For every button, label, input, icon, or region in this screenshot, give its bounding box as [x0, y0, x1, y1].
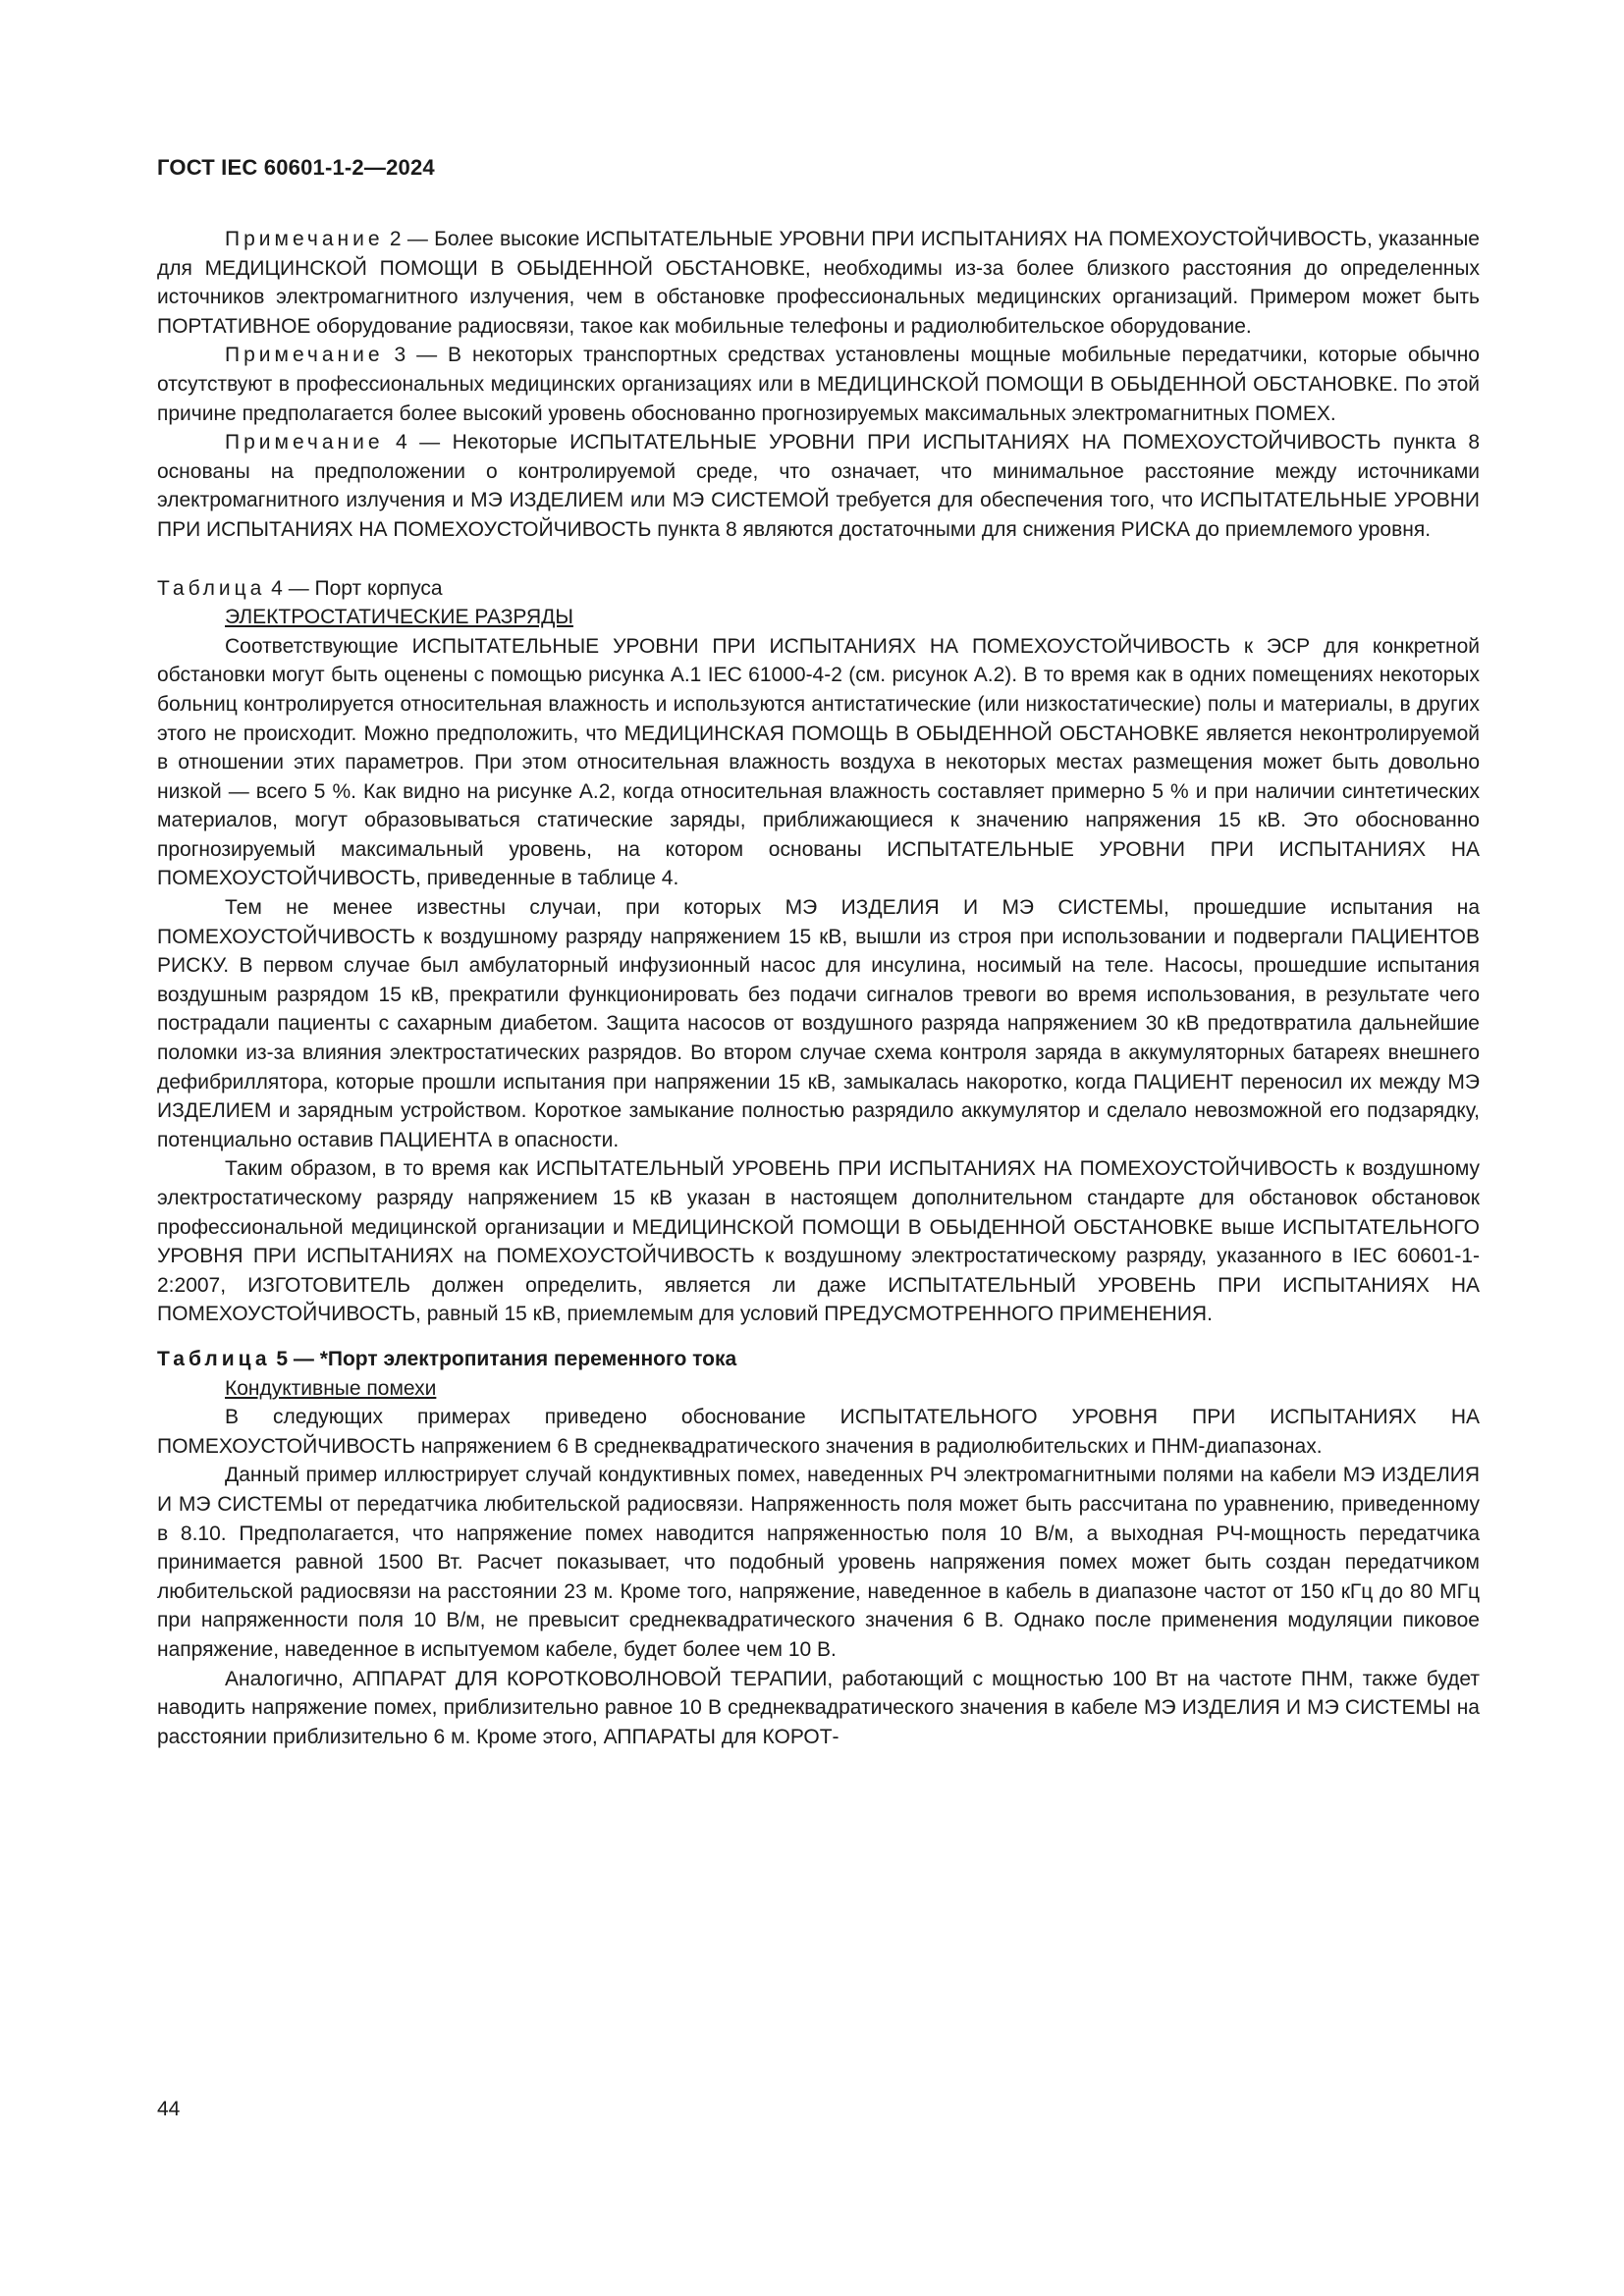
note-3 — [157, 341, 1480, 428]
note-2 — [157, 225, 1480, 341]
paragraph: Тем не менее известны случаи, при которых МЭ ИЗДЕЛИЯ И МЭ СИСТЕМЫ, прошедшие испытания на ПОМЕХОУСТОЙЧИВОСТЬ к воздушному разряду напряжением 15 кВ, вышли из строя при использовании и подвергали ПАЦИЕНТОВ РИСКУ. В первом случае был амбулаторный инфузионный насос для инсулина, носимый на теле. Насосы, прошедшие испытания воздушным разрядом 15 кВ, прекратили функционировать без подачи сигналов тревоги во время использования, в результате чего пострадали пациенты с сахарным диабетом. Защита насосов от воздушного разряда напряжением 30 кВ предотвратила дальнейшие поломки из-за влияния электростатических разрядов. Во втором случае схема контроля заряда в аккумуляторных батареях внешнего дефибриллятора, которые прошли испытания при напряжении 15 кВ, замыкалась накоротко, когда ПАЦИЕНТ переносил их между МЭ ИЗДЕЛИЕМ и зарядным устройством. Короткое замыкание полностью разрядило аккумулятор и сделало невозможной его подзарядку, потенциально оставив ПАЦИЕНТА в опасности. — [157, 896, 1480, 1151]
table-title-text: 5 — *Порт электропитания переменного тока — [270, 1347, 737, 1370]
note-text: 3 — В некоторых транспортных средствах установлены мощные мобильные передатчики, которые обычно отсутствуют в профессиональных медицинских организациях или в МЕДИЦИНСКОЙ ПОМОЩИ В ОБЫДЕННОЙ ОБСТАНОВКЕ. По этой причине предполагается более высокий уровень обоснованно прогнозируемых максимальных электромагнитных ПОМЕХ. — [157, 344, 1480, 425]
paragraph: В следующих примерах приведено обоснование ИСПЫТАТЕЛЬНОГО УРОВНЯ ПРИ ИСПЫТАНИЯХ НА ПОМЕХОУСТОЙЧИВОСТЬ напряжением 6 В среднеквадратического значения в радиолюбительских и ПНМ-диапазонах. — [157, 1406, 1480, 1458]
note-text: 4 — Некоторые ИСПЫТАТЕЛЬНЫЕ УРОВНИ ПРИ ИСПЫТАНИЯХ НА ПОМЕХОУСТОЙЧИВОСТЬ пункта 8 основаны на предположении о контролируемой среде, что означает, что минимальное расстояние между источниками электромагнитного излучения и МЭ ИЗДЕЛИЕМ или МЭ СИСТЕМОЙ требуется для обеспечения того, что ИСПЫТАТЕЛЬНЫЕ УРОВНИ ПРИ ИСПЫТАНИЯХ НА ПОМЕХОУСТОЙЧИВОСТЬ пункта 8 являются достаточными для снижения РИСКА до приемлемого уровня. — [157, 431, 1480, 541]
paragraph: Соответствующие ИСПЫТАТЕЛЬНЫЕ УРОВНИ ПРИ ИСПЫТАНИЯХ НА ПОМЕХОУСТОЙЧИВОСТЬ к ЭСР для конкретной обстановки могут быть оценены с помощью рисунка А.1 IEC 61000-4-2 (см. рисунок А.2). В то время как в одних помещениях некоторых больниц контролируется относительная влажность и используются антистатические (или низкостатические) полы и материалы, в других этого не происходит. Можно предположить, что МЕДИЦИНСКАЯ ПОМОЩЬ В ОБЫДЕННОЙ ОБСТАНОВКЕ является неконтролируемой в отношении этих параметров. При этом относительная влажность воздуха в некоторых местах размещения может быть довольно низкой — всего 5 %. Как видно на рисунке А.2, когда относительная влажность составляет примерно 5 % и при наличии синтетических материалов, могут образовываться статические заряды, приближающиеся к значению напряжения 15 кВ. Это обоснованно прогнозируемый максимальный уровень, на котором основаны ИСПЫТАТЕЛЬНЫЕ УРОВНИ ПРИ ИСПЫТАНИЯХ НА ПОМЕХОУСТОЙЧИВОСТЬ, приведенные в таблице 4. — [157, 634, 1480, 890]
table-4-title — [157, 574, 1480, 604]
table-title-text: 4 — Порт корпуса — [265, 576, 443, 600]
table-4-subheading — [157, 603, 1480, 632]
paragraph: Аналогично, АППАРАТ ДЛЯ КОРОТКОВОЛНОВОЙ ТЕРАПИИ, работающий с мощностью 100 Вт на частоте ПНМ, также будет наводить напряжение помех, приблизительно равное 10 В среднеквадратического значения в кабеле МЭ ИЗДЕЛИЯ И МЭ СИСТЕМЫ на расстоянии приблизительно 6 м. Кроме этого, АППАРАТЫ для КОРОТ- — [157, 1667, 1480, 1748]
table-5-title — [157, 1345, 1480, 1374]
note-4 — [157, 428, 1480, 544]
paragraph: Данный пример иллюстрирует случай кондуктивных помех, наведенных РЧ электромагнитными полями на кабели МЭ ИЗДЕЛИЯ И МЭ СИСТЕМЫ от передатчика любительской радиосвязи. Напряженность поля может быть рассчитана по уравнению, приведенному в 8.10. Предполагается, что напряжение помех наводится напряженностью поля 10 В/м, а выходная РЧ-мощность передатчика принимается равной 1500 Вт. Расчет показывает, что подобный уровень напряжения помех может быть создан передатчиком любительской радиосвязи на расстоянии 23 м. Кроме того, напряжение, наведенное в кабель в диапазоне частот от 150 кГц до 80 МГц при напряженности поля 10 В/м, не превысит среднеквадратического значения 6 В. Однако после применения модуляции пиковое напряжение, наведенное в испытуемом кабеле, будет более чем 10 В. — [157, 1464, 1480, 1661]
note-label: Примечание — [225, 228, 384, 250]
note-label: Примечание — [225, 431, 384, 454]
note-label: Примечание — [225, 344, 384, 367]
subheading-text: ЭЛЕКТРОСТАТИЧЕСКИЕ РАЗРЯДЫ — [225, 606, 573, 629]
table-label: Таблица — [157, 576, 266, 600]
note-text: 2 — Более высокие ИСПЫТАТЕЛЬНЫЕ УРОВНИ ПРИ ИСПЫТАНИЯХ НА ПОМЕХОУСТОЙЧИВОСТЬ, указанные для МЕДИЦИНСКОЙ ПОМОЩИ В ОБЫДЕННОЙ ОБСТАНОВКЕ, необходимы из-за более близкого расстояния до определенных источников электромагнитного излучения, чем в обстановке профессиональных медицинских организаций. Примером может быть ПОРТАТИВНОЕ оборудование радиосвязи, такое как мобильные телефоны и радиолюбительское оборудование. — [157, 228, 1480, 338]
table-5-subheading — [157, 1374, 1480, 1404]
document-body — [157, 225, 1480, 1751]
table-label: Таблица — [157, 1347, 271, 1370]
page-number: 44 — [157, 2098, 181, 2120]
document-header: ГОСТ IEC 60601-1-2—2024 — [157, 155, 435, 180]
paragraph: Таким образом, в то время как ИСПЫТАТЕЛЬНЫЙ УРОВЕНЬ ПРИ ИСПЫТАНИЯХ НА ПОМЕХОУСТОЙЧИВОСТЬ к воздушному электростатическому разряду напряжением 15 кВ указан в настоящем дополнительном стандарте для обстановок обстановок профессиональной медицинской организации и МЕДИЦИНСКОЙ ПОМОЩИ В ОБЫДЕННОЙ ОБСТАНОВКЕ выше ИСПЫТАТЕЛЬНОГО УРОВНЯ ПРИ ИСПЫТАНИЯХ на ПОМЕХОУСТОЙЧИВОСТЬ к воздушному электростатическому разряду, указанного в IEC 60601-1-2:2007, ИЗГОТОВИТЕЛЬ должен определить, является ли даже ИСПЫТАТЕЛЬНЫЙ УРОВЕНЬ ПРИ ИСПЫТАНИЯХ НА ПОМЕХОУСТОЙЧИВОСТЬ, равный 15 кВ, приемлемым для условий ПРЕДУСМОТРЕННОГО ПРИМЕНЕНИЯ. — [157, 1157, 1480, 1326]
subheading-text: Кондуктивные помехи — [225, 1376, 437, 1400]
